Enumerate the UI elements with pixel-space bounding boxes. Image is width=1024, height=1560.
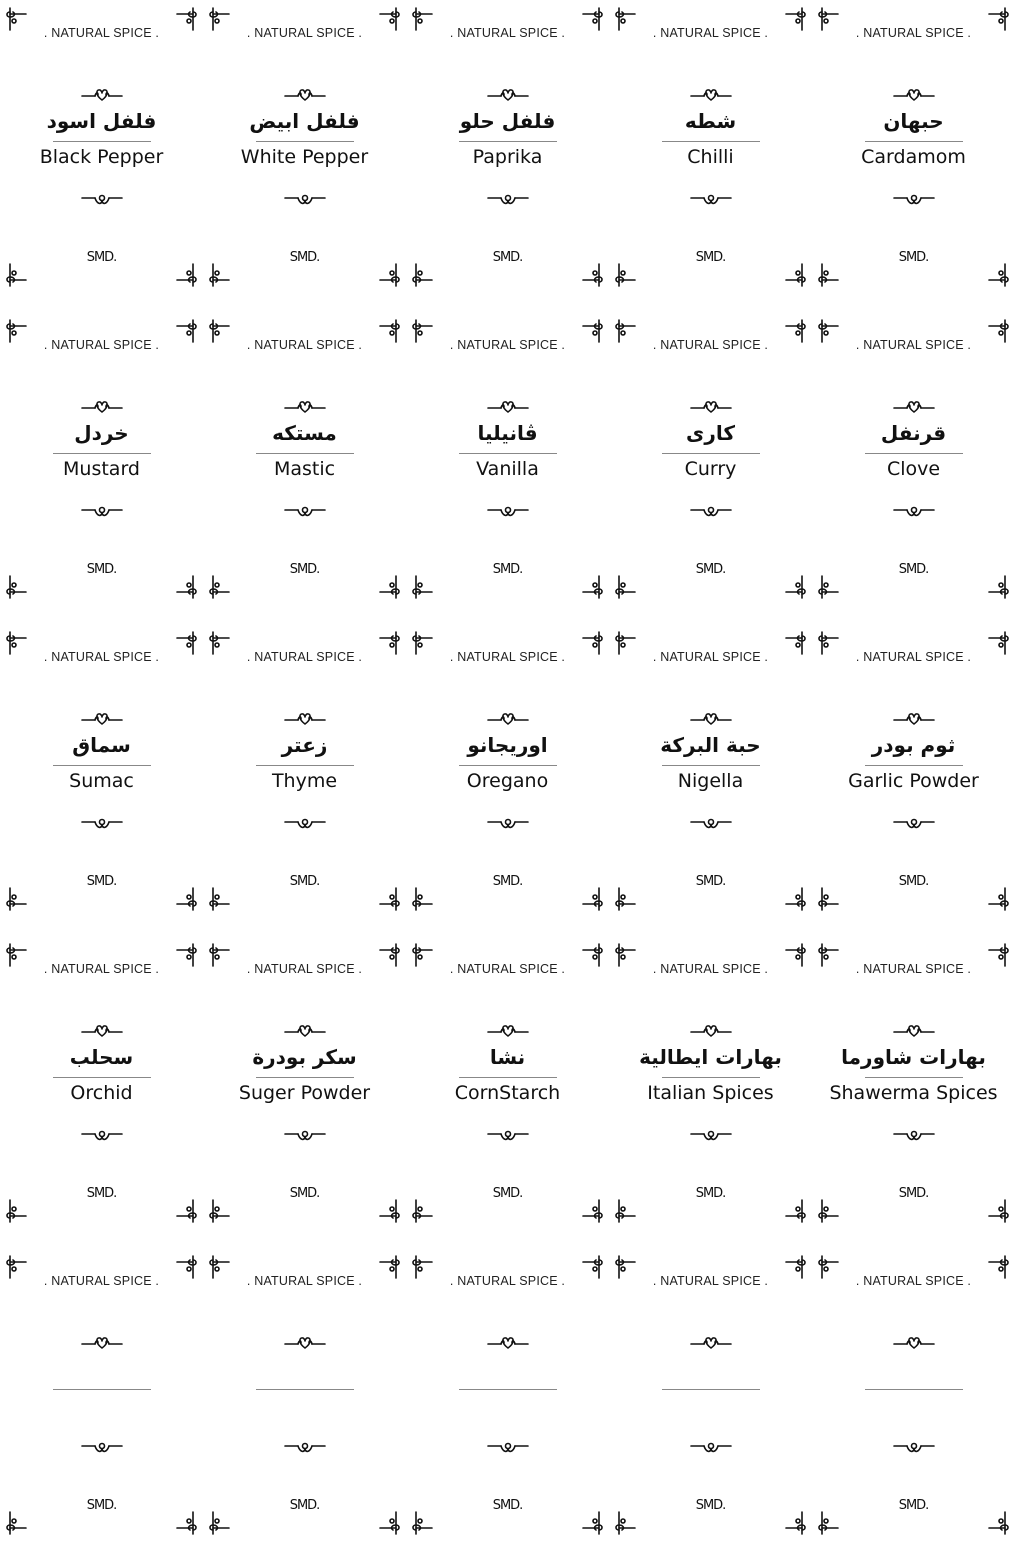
spice-name-english: Paprika [472,146,543,168]
ornament-corner-icon [207,886,231,912]
ornament-corner-icon [581,262,605,288]
spice-name-english: Cardamom [861,146,966,168]
heart-flourish-icon [690,86,732,102]
ornament-corner-icon [378,886,402,912]
spice-name-english: Shawerma Spices [829,1082,998,1104]
spice-label-mastic [203,312,406,624]
spice-label-black-pepper [0,0,203,312]
spice-name-arabic: فلفل ابيض [249,109,360,133]
scroll-flourish-icon [487,1440,529,1456]
divider-line [662,453,760,454]
brand-logo: SMD. [492,1186,523,1201]
spice-name-english: CornStarch [454,1082,561,1104]
spice-name-english: Nigella [677,770,744,792]
divider-line [256,141,354,142]
spice-name-arabic: حبة البركة [660,733,761,757]
heart-flourish-icon [690,1022,732,1038]
scroll-flourish-icon [893,1128,935,1144]
heart-flourish-icon [893,1022,935,1038]
spice-label-clove [812,312,1015,624]
spice-name-arabic: ڤانيليا [477,421,538,445]
divider-line [865,1077,963,1078]
ornament-corner-icon [613,886,637,912]
scroll-flourish-icon [893,504,935,520]
heart-flourish-icon [487,86,529,102]
scroll-flourish-icon [284,192,326,208]
spice-name-arabic: شطه [684,109,737,133]
heart-flourish-icon [690,398,732,414]
ornament-corner-icon [784,574,808,600]
brand-logo: SMD. [898,874,929,889]
scroll-flourish-icon [81,1128,123,1144]
divider-line [662,141,760,142]
scroll-flourish-icon [893,1440,935,1456]
scroll-flourish-icon [81,1440,123,1456]
spice-name-english: Mastic [273,458,336,480]
heart-flourish-icon [690,1334,732,1350]
scroll-flourish-icon [690,1128,732,1144]
divider-line [662,1389,760,1390]
spice-label-oregano [406,624,609,936]
scroll-flourish-icon [487,816,529,832]
spice-label-partial [609,1248,812,1560]
ornament-corner-icon [378,1198,402,1224]
spice-name-arabic: مستكه [272,421,337,445]
ornament-corner-icon [987,886,1011,912]
brand-logo: SMD. [86,1186,117,1201]
scroll-flourish-icon [893,192,935,208]
heart-flourish-icon [487,710,529,726]
spice-name-english: Chilli [687,146,734,168]
tagline: . NATURAL SPICE . [449,1274,566,1288]
ornament-corner-icon [581,1510,605,1536]
spice-name-english: Black Pepper [39,146,164,168]
heart-flourish-icon [893,398,935,414]
heart-flourish-icon [284,398,326,414]
spice-name-arabic: فلفل اسود [46,109,157,133]
tagline: . NATURAL SPICE . [652,1274,769,1288]
divider-line [865,453,963,454]
heart-flourish-icon [284,86,326,102]
spice-label-partial [812,1248,1015,1560]
scroll-flourish-icon [487,192,529,208]
ornament-corner-icon [207,1198,231,1224]
tagline: . NATURAL SPICE . [43,650,160,664]
spice-name-arabic: خردل [74,421,129,445]
ornament-corner-icon [987,1198,1011,1224]
divider-line [53,1389,151,1390]
tagline: . NATURAL SPICE . [43,1274,160,1288]
brand-logo: SMD. [898,1186,929,1201]
spice-label-orchid [0,936,203,1248]
brand-logo: SMD. [86,874,117,889]
spice-name-arabic: نشا [489,1045,526,1069]
ornament-corner-icon [987,262,1011,288]
ornament-corner-icon [175,886,199,912]
spice-label-shawerma-spices [812,936,1015,1248]
spice-name-arabic: سكر بودرة [252,1045,357,1069]
scroll-flourish-icon [284,816,326,832]
brand-logo: SMD. [695,250,726,265]
ornament-corner-icon [613,574,637,600]
tagline: . NATURAL SPICE . [855,962,972,976]
ornament-corner-icon [378,1510,402,1536]
ornament-corner-icon [175,262,199,288]
spice-name-arabic: فلفل حلو [459,109,556,133]
divider-line [662,765,760,766]
heart-flourish-icon [284,710,326,726]
brand-logo: SMD. [86,250,117,265]
spice-label-vanilla [406,312,609,624]
spice-name-arabic: سماق [72,733,131,757]
tagline: . NATURAL SPICE . [246,962,363,976]
ornament-corner-icon [613,1510,637,1536]
heart-flourish-icon [81,86,123,102]
brand-logo: SMD. [898,562,929,577]
spice-name-arabic: زعتر [281,733,328,757]
spice-label-suger-powder [203,936,406,1248]
tagline: . NATURAL SPICE . [652,962,769,976]
ornament-corner-icon [410,574,434,600]
spice-label-partial [0,1248,203,1560]
ornament-corner-icon [207,574,231,600]
spice-label-mustard [0,312,203,624]
divider-line [459,453,557,454]
tagline: . NATURAL SPICE . [246,1274,363,1288]
spice-name-arabic: قرنفل [880,421,947,445]
tagline: . NATURAL SPICE . [246,26,363,40]
scroll-flourish-icon [893,816,935,832]
spice-label-italian-spices [609,936,812,1248]
ornament-corner-icon [784,262,808,288]
spice-label-partial [203,1248,406,1560]
heart-flourish-icon [690,710,732,726]
spice-label-cornstarch [406,936,609,1248]
spice-label-nigella [609,624,812,936]
heart-flourish-icon [81,1334,123,1350]
ornament-corner-icon [987,574,1011,600]
brand-logo: SMD. [695,1186,726,1201]
scroll-flourish-icon [690,1440,732,1456]
ornament-corner-icon [175,1510,199,1536]
brand-logo: SMD. [86,562,117,577]
tagline: . NATURAL SPICE . [449,338,566,352]
ornament-corner-icon [613,262,637,288]
ornament-corner-icon [4,1510,28,1536]
scroll-flourish-icon [690,504,732,520]
scroll-flourish-icon [284,1440,326,1456]
spice-name-arabic: ثوم بودر [871,733,956,757]
heart-flourish-icon [487,1334,529,1350]
ornament-corner-icon [378,262,402,288]
spice-name-english: Thyme [271,770,338,792]
scroll-flourish-icon [81,192,123,208]
ornament-corner-icon [4,262,28,288]
brand-logo: SMD. [695,1498,726,1513]
divider-line [256,1077,354,1078]
tagline: . NATURAL SPICE . [43,962,160,976]
ornament-corner-icon [410,1510,434,1536]
brand-logo: SMD. [289,250,320,265]
scroll-flourish-icon [81,816,123,832]
scroll-flourish-icon [284,504,326,520]
tagline: . NATURAL SPICE . [43,26,160,40]
tagline: . NATURAL SPICE . [855,338,972,352]
spice-label-garlic-powder [812,624,1015,936]
brand-logo: SMD. [289,562,320,577]
ornament-corner-icon [175,1198,199,1224]
heart-flourish-icon [284,1022,326,1038]
ornament-corner-icon [784,1510,808,1536]
spice-name-arabic: بهارات ايطالية [639,1045,782,1069]
ornament-corner-icon [207,1510,231,1536]
spice-name-english: Vanilla [476,458,539,480]
brand-logo: SMD. [898,1498,929,1513]
spice-name-arabic: حبهان [883,109,944,133]
spice-name-english: Oregano [466,770,549,792]
spice-label-curry [609,312,812,624]
heart-flourish-icon [81,710,123,726]
divider-line [865,141,963,142]
ornament-corner-icon [816,1510,840,1536]
tagline: . NATURAL SPICE . [855,650,972,664]
ornament-corner-icon [613,1198,637,1224]
spice-label-sumac [0,624,203,936]
divider-line [53,453,151,454]
brand-logo: SMD. [492,1498,523,1513]
ornament-corner-icon [378,574,402,600]
tagline: . NATURAL SPICE . [449,650,566,664]
ornament-corner-icon [784,886,808,912]
ornament-corner-icon [175,574,199,600]
divider-line [865,765,963,766]
scroll-flourish-icon [487,1128,529,1144]
scroll-flourish-icon [487,504,529,520]
spice-name-english: Italian Spices [647,1082,774,1104]
heart-flourish-icon [487,398,529,414]
brand-logo: SMD. [492,250,523,265]
heart-flourish-icon [81,398,123,414]
ornament-corner-icon [987,1510,1011,1536]
divider-line [459,1077,557,1078]
ornament-corner-icon [410,886,434,912]
spice-label-cardamom [812,0,1015,312]
spice-label-partial [406,1248,609,1560]
brand-logo: SMD. [289,1186,320,1201]
heart-flourish-icon [81,1022,123,1038]
ornament-corner-icon [581,886,605,912]
ornament-corner-icon [581,1198,605,1224]
spice-label-chilli [609,0,812,312]
heart-flourish-icon [893,1334,935,1350]
spice-label-paprika [406,0,609,312]
spice-name-arabic: اوريجانو [467,733,548,757]
tagline: . NATURAL SPICE . [652,650,769,664]
divider-line [459,141,557,142]
ornament-corner-icon [784,1198,808,1224]
tagline: . NATURAL SPICE . [855,26,972,40]
tagline: . NATURAL SPICE . [652,26,769,40]
spice-name-arabic: سحلب [69,1045,134,1069]
ornament-corner-icon [207,262,231,288]
tagline: . NATURAL SPICE . [449,962,566,976]
divider-line [53,141,151,142]
spice-name-english: Curry [684,458,737,480]
tagline: . NATURAL SPICE . [246,650,363,664]
ornament-corner-icon [410,262,434,288]
ornament-corner-icon [816,262,840,288]
spice-name-english: White Pepper [240,146,369,168]
scroll-flourish-icon [284,1128,326,1144]
ornament-corner-icon [4,1198,28,1224]
spice-name-english: Garlic Powder [848,770,979,792]
heart-flourish-icon [284,1334,326,1350]
spice-label-thyme [203,624,406,936]
spice-name-english: Suger Powder [238,1082,371,1104]
divider-line [53,1077,151,1078]
divider-line [662,1077,760,1078]
tagline: . NATURAL SPICE . [652,338,769,352]
ornament-corner-icon [581,574,605,600]
brand-logo: SMD. [695,874,726,889]
brand-logo: SMD. [289,874,320,889]
brand-logo: SMD. [492,874,523,889]
tagline: . NATURAL SPICE . [855,1274,972,1288]
divider-line [459,765,557,766]
tagline: . NATURAL SPICE . [43,338,160,352]
ornament-corner-icon [816,1198,840,1224]
ornament-corner-icon [816,574,840,600]
heart-flourish-icon [487,1022,529,1038]
tagline: . NATURAL SPICE . [246,338,363,352]
divider-line [865,1389,963,1390]
divider-line [256,765,354,766]
brand-logo: SMD. [492,562,523,577]
scroll-flourish-icon [81,504,123,520]
spice-label-white-pepper [203,0,406,312]
heart-flourish-icon [893,710,935,726]
spice-name-arabic: كارى [686,421,735,445]
brand-logo: SMD. [86,1498,117,1513]
divider-line [459,1389,557,1390]
spice-name-english: Mustard [63,458,140,480]
divider-line [256,453,354,454]
scroll-flourish-icon [690,816,732,832]
spice-name-english: Orchid [70,1082,133,1104]
spice-name-arabic: بهارات شاورما [841,1045,986,1069]
brand-logo: SMD. [695,562,726,577]
heart-flourish-icon [893,86,935,102]
brand-logo: SMD. [289,1498,320,1513]
ornament-corner-icon [4,574,28,600]
divider-line [53,765,151,766]
ornament-corner-icon [816,886,840,912]
divider-line [256,1389,354,1390]
ornament-corner-icon [410,1198,434,1224]
brand-logo: SMD. [898,250,929,265]
spice-name-english: Clove [886,458,941,480]
spice-name-english: Sumac [69,770,134,792]
scroll-flourish-icon [690,192,732,208]
ornament-corner-icon [4,886,28,912]
tagline: . NATURAL SPICE . [449,26,566,40]
